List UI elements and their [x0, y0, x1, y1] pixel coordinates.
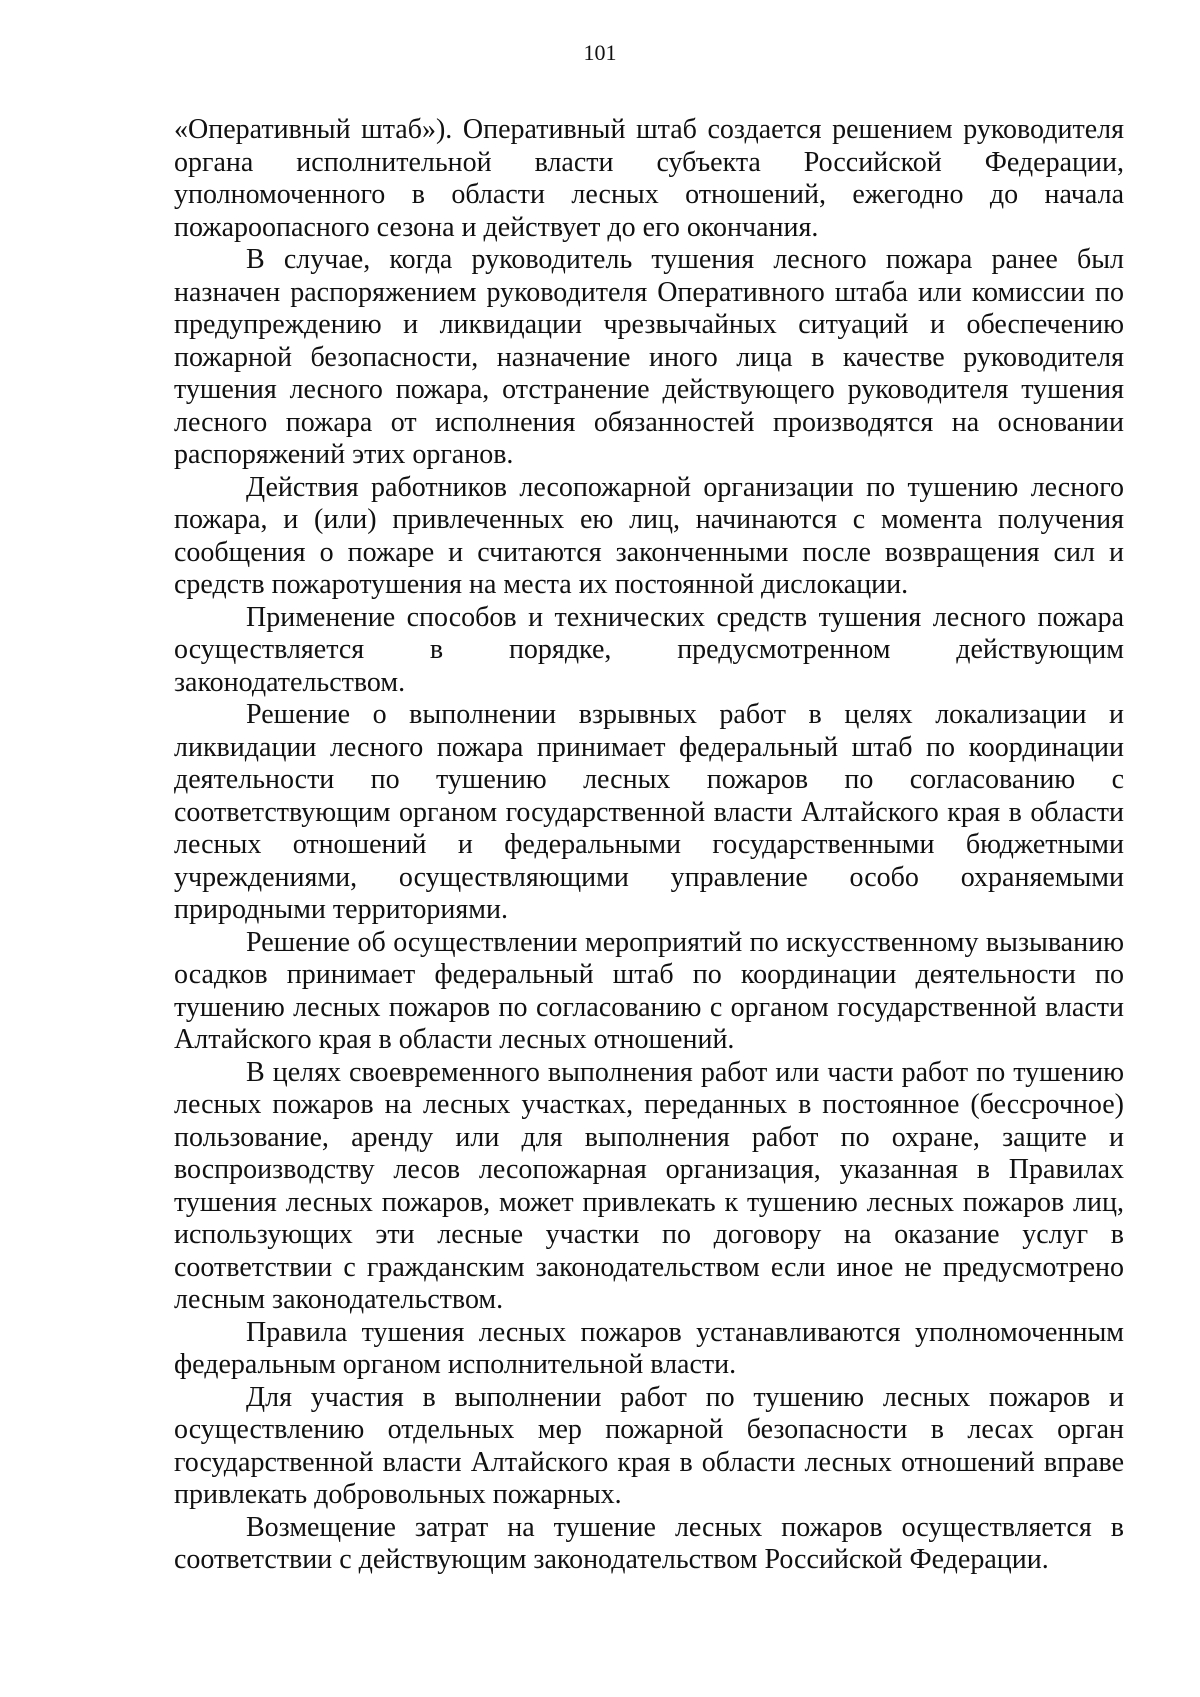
paragraph-10: Возмещение затрат на тушение лесных пожаров осуществляется в соответствии с действующим законодательством Российской Федерации. [174, 1511, 1124, 1575]
page-number: 101 [583, 40, 617, 65]
paragraph-6: Решение об осуществлении мероприятий по искусственному вызыванию осадков принимает федеральный штаб по координации деятельности по тушению лесных пожаров по согласованию с органом государственной власти Алтайского края в области лесных отношений. [174, 926, 1124, 1055]
paragraph-1: «Оперативный штаб»). Оперативный штаб создается решением руководителя органа исполнительной власти субъекта Российской Федерации, уполномоченного в области лесных отношений, ежегодно до начала пожароопасного сезона и действует до его окончания. [174, 114, 1124, 243]
document-body [174, 114, 1124, 1577]
paragraph-9: Для участия в выполнении работ по тушению лесных пожаров и осуществлению отдельных мер пожарной безопасности в лесах орган государственной власти Алтайского края в области лесных отношений вправе привлекать добровольных пожарных. [174, 1381, 1124, 1510]
paragraph-4: Применение способов и технических средств тушения лесного пожара осуществляется в порядке, предусмотренном действующим законодательством. [174, 601, 1124, 698]
paragraph-3: Действия работников лесопожарной организации по тушению лесного пожара, и (или) привлеченных ею лиц, начинаются с момента получения сообщения о пожаре и считаются законченными после возвращения сил и средств пожаротушения на места их постоянной дислокации. [174, 471, 1124, 600]
paragraph-2: В случае, когда руководитель тушения лесного пожара ранее был назначен распоряжением руководителя Оперативного штаба или комиссии по предупреждению и ликвидации чрезвычайных ситуаций и обеспечению пожарной безопасности, назначение иного лица в качестве руководителя тушения лесного пожара, отстранение действующего руководителя тушения лесного пожара от исполнения обязанностей производятся на основании распоряжений этих органов. [174, 244, 1124, 470]
paragraph-7: В целях своевременного выполнения работ или части работ по тушению лесных пожаров на лесных участках, переданных в постоянное (бессрочное) пользование, аренду или для выполнения работ по охране, защите и воспроизводству лесов лесопожарная организация, указанная в Правилах тушения лесных пожаров, может привлекать к тушению лесных пожаров лиц, использующих эти лесные участки по договору на оказание услуг в соответствии с гражданским законодательством если иное не предусмотрено лесным законодательством. [174, 1056, 1124, 1315]
paragraph-8: Правила тушения лесных пожаров устанавливаются уполномоченным федеральным органом исполнительной власти. [174, 1316, 1124, 1380]
paragraph-5: Решение о выполнении взрывных работ в целях локализации и ликвидации лесного пожара принимает федеральный штаб по координации деятельности по тушению лесных пожаров по согласованию с соответствующим органом государственной власти Алтайского края в области лесных отношений и федеральными государственными бюджетными учреждениями, осуществляющими управление особо охраняемыми природными территориями. [174, 699, 1124, 925]
